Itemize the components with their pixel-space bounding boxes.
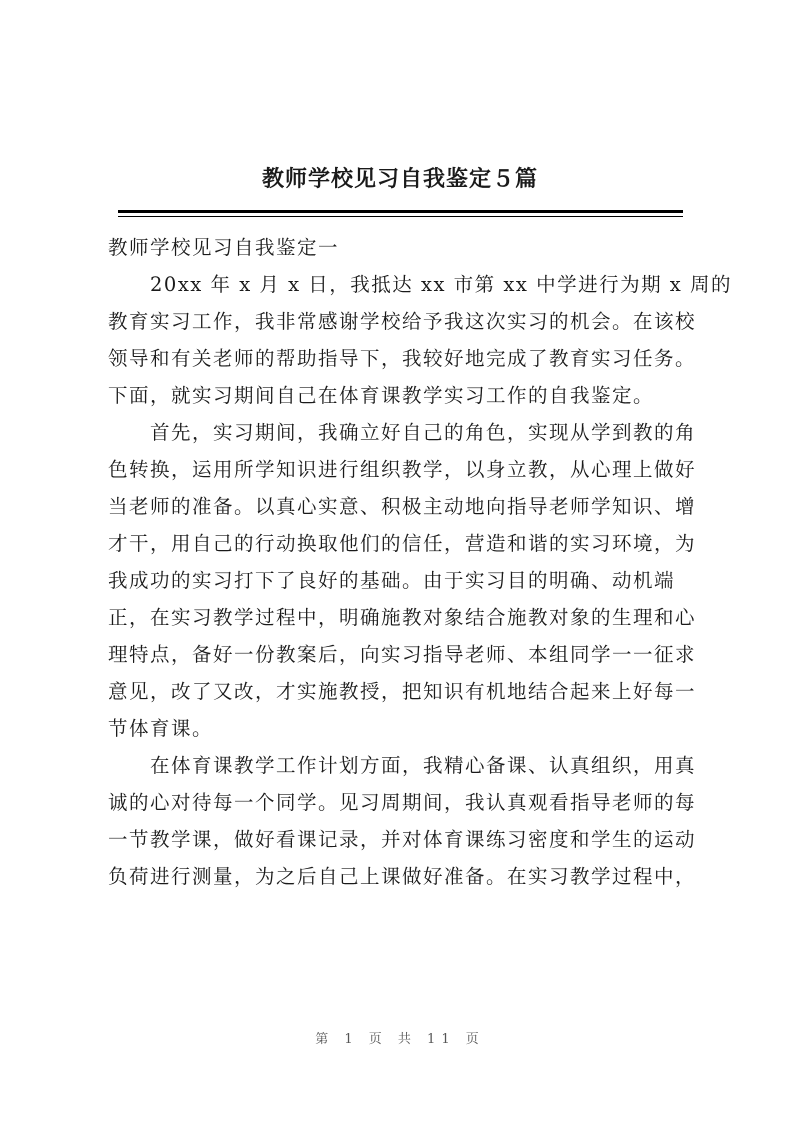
body-line: 当老师的准备。以真心实意、积极主动地向指导老师学知识、增 <box>108 495 697 518</box>
body-line: 20xx 年 x 月 x 日，我抵达 xx 市第 xx 中学进行为期 x 周的 <box>108 273 732 296</box>
body-line: 我成功的实习打下了良好的基础。由于实习目的明确、动机端 <box>108 569 676 592</box>
body-line: 下面，就实习期间自己在体育课教学实习工作的自我鉴定。 <box>108 384 655 407</box>
body-line: 理特点，备好一份教案后，向实习指导老师、本组同学一一征求 <box>108 643 697 666</box>
page-footer: 第 1 页 共 11 页 <box>315 1032 485 1047</box>
body-line: 色转换，运用所学知识进行组织教学，以身立教，从心理上做好 <box>108 458 697 481</box>
body-line: 一节教学课，做好看课记录，并对体育课练习密度和学生的运动 <box>108 828 697 851</box>
document-title: 教师学校见习自我鉴定５篇 <box>261 166 538 192</box>
document-body <box>108 229 732 895</box>
body-line: 负荷进行测量，为之后自己上课做好准备。在实习教学过程中， <box>108 865 697 888</box>
body-line: 在体育课教学工作计划方面，我精心备课、认真组织，用真 <box>108 754 697 777</box>
body-line: 才干，用自己的行动换取他们的信任，营造和谐的实习环境，为 <box>108 532 697 555</box>
body-line: 意见，改了又改，才实施教授，把知识有机地结合起来上好每一 <box>108 680 697 703</box>
title-rule-thin <box>118 216 683 217</box>
body-line: 首先，实习期间，我确立好自己的角色，实现从学到教的角 <box>108 421 697 444</box>
title-rule-thick <box>118 210 683 213</box>
body-line: 领导和有关老师的帮助指导下，我较好地完成了教育实习任务。 <box>108 347 697 370</box>
body-line: 节体育课。 <box>108 717 214 740</box>
body-line: 教育实习工作，我非常感谢学校给予我这次实习的机会。在该校 <box>108 310 697 333</box>
section-heading: 教师学校见习自我鉴定一 <box>108 236 340 259</box>
body-line: 正，在实习教学过程中，明确施教对象结合施教对象的生理和心 <box>108 606 697 629</box>
body-line: 诚的心对待每一个同学。见习周期间，我认真观看指导老师的每 <box>108 791 697 814</box>
